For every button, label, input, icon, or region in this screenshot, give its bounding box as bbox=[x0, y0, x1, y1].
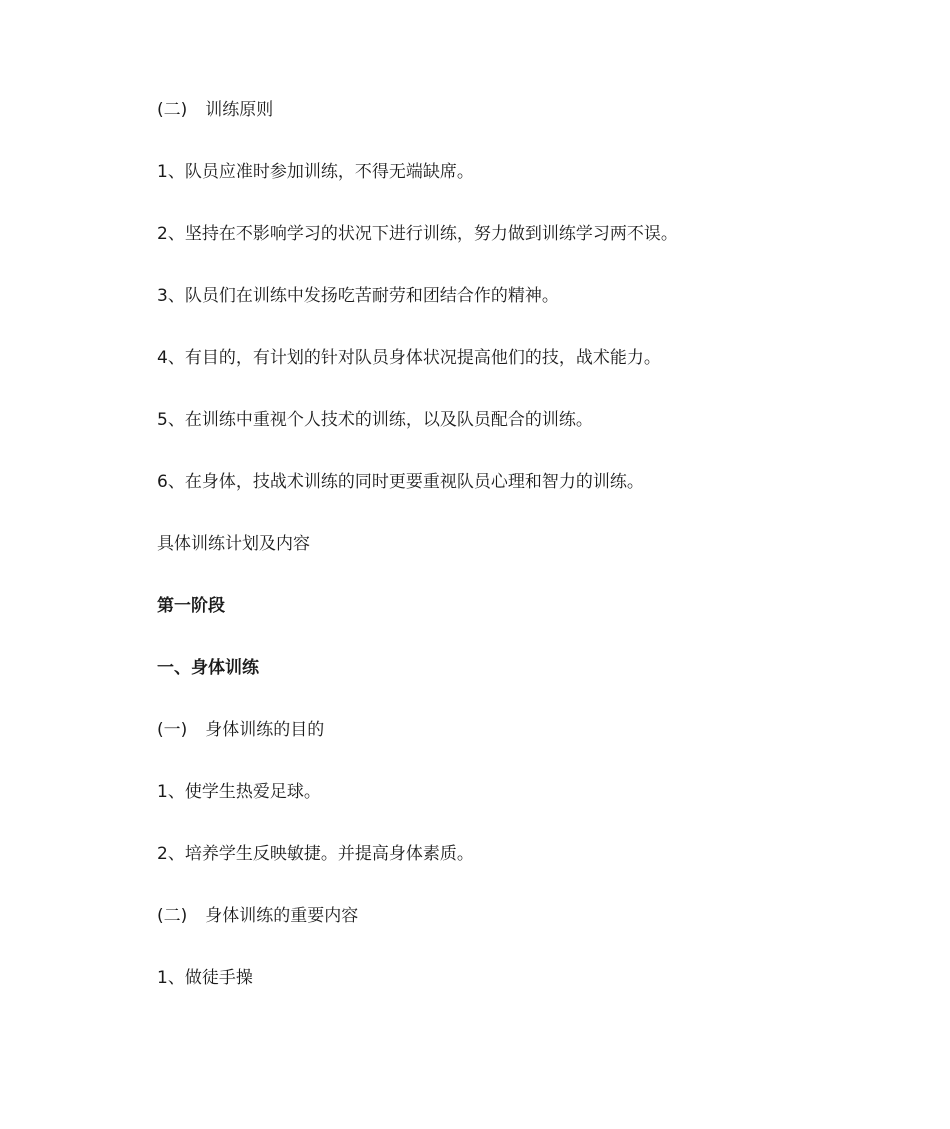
section-title: 训练原则 bbox=[205, 100, 274, 120]
section-title: 身体训练的目的 bbox=[205, 720, 325, 740]
principle-item-4: 4、有目的，有计划的针对队员身体状况提高他们的技，战术能力。 bbox=[157, 348, 661, 368]
section-title: 身体训练的重要内容 bbox=[205, 906, 359, 926]
section-heading-training-principles bbox=[157, 99, 273, 121]
section-heading-training-content bbox=[157, 905, 358, 927]
section-heading-training-purpose bbox=[157, 719, 324, 741]
section-number: (二) bbox=[157, 906, 188, 926]
section-number: (二) bbox=[157, 100, 188, 120]
stage-heading: 第一阶段 bbox=[157, 596, 225, 616]
principle-item-3: 3、队员们在训练中发扬吃苦耐劳和团结合作的精神。 bbox=[157, 286, 559, 306]
principle-item-1: 1、队员应准时参加训练，不得无端缺席。 bbox=[157, 162, 474, 182]
content-item-1: 1、做徒手操 bbox=[157, 968, 253, 988]
section-number: (一) bbox=[157, 720, 188, 740]
principle-item-6: 6、在身体，技战术训练的同时更要重视队员心理和智力的训练。 bbox=[157, 472, 644, 492]
purpose-item-2: 2、培养学生反映敏捷。并提高身体素质。 bbox=[157, 844, 474, 864]
principle-item-5: 5、在训练中重视个人技术的训练，以及队员配合的训练。 bbox=[157, 410, 593, 430]
plan-heading: 具体训练计划及内容 bbox=[157, 534, 310, 554]
physical-training-heading: 一、身体训练 bbox=[157, 658, 259, 678]
principle-item-2: 2、坚持在不影响学习的状况下进行训练，努力做到训练学习两不误。 bbox=[157, 224, 678, 244]
purpose-item-1: 1、使学生热爱足球。 bbox=[157, 782, 321, 802]
